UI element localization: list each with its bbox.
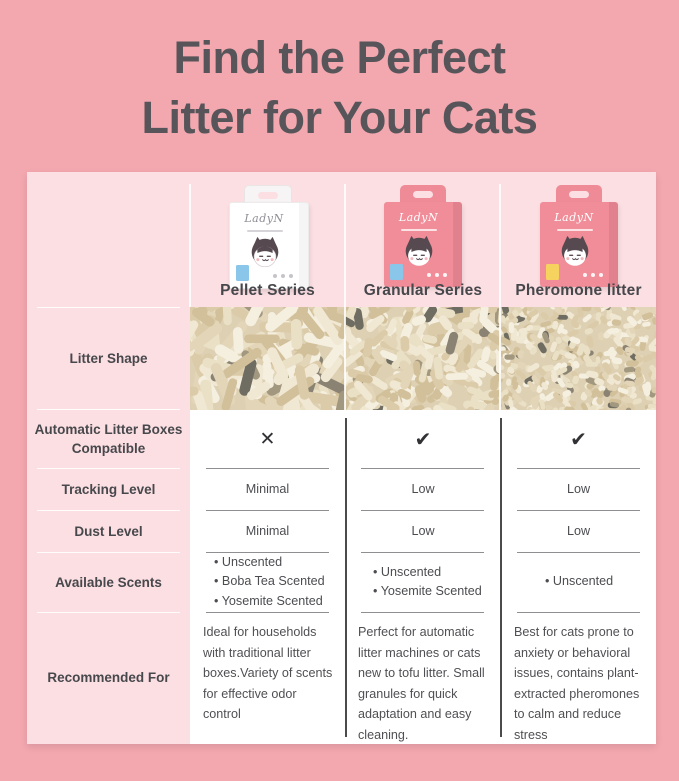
header-separator-line	[344, 184, 346, 410]
header-separator-line	[499, 184, 501, 410]
package-front	[229, 202, 309, 289]
scent-item: • Unscented	[545, 572, 613, 592]
label-column-divider-line	[37, 409, 180, 410]
compatible-cell-pheromone	[501, 410, 656, 468]
series-name: Pellet Series	[220, 282, 315, 299]
label-column-divider-line	[37, 468, 180, 469]
package-feature-icons	[273, 274, 293, 278]
scents-cell-pheromone	[501, 552, 656, 612]
column-divider-line	[345, 418, 347, 737]
package-front	[384, 202, 462, 287]
row-divider-line	[517, 612, 640, 613]
product-package-pheromone	[540, 185, 618, 287]
row-divider-line	[361, 468, 484, 469]
label-column-divider-line	[37, 552, 180, 553]
dust-cell-pheromone: Low	[566, 524, 591, 538]
tracking-cell-pellet: Minimal	[245, 482, 290, 496]
tracking-cell-pheromone: Low	[566, 482, 591, 496]
check-mark-icon: ✔	[414, 427, 432, 451]
comparison-card	[27, 172, 656, 744]
tracking-cell-granular: Low	[411, 482, 435, 496]
package-color-tag	[390, 264, 403, 280]
scent-item: • Yosemite Scented	[373, 582, 482, 602]
litter-photo-medium-granules	[345, 307, 501, 410]
row-divider-line	[517, 552, 640, 553]
compatible-cell-pellet	[190, 410, 345, 468]
litter-photo-long-pellets	[190, 307, 345, 410]
x-mark-icon: ✕	[259, 428, 276, 450]
scent-item: • Boba Tea Scented	[214, 572, 325, 592]
row-divider-line	[361, 552, 484, 553]
row-label-recommended-for: Recommended For	[47, 670, 170, 685]
label-column-divider-line	[37, 612, 180, 613]
package-tagline	[401, 229, 437, 231]
dust-cell-pellet: Minimal	[245, 524, 290, 538]
package-side-panel	[453, 202, 462, 287]
litter-photo-fine-granules	[501, 307, 656, 410]
check-mark-icon: ✔	[570, 427, 587, 451]
row-label-available-scents: Available Scents	[55, 574, 162, 590]
recommended-cell-pheromone: Best for cats prone to anxiety or behavioral issues, contains plant-extracted pheromones to calm and reduce stress	[514, 625, 640, 742]
cat-mascot-illustration	[554, 233, 596, 271]
row-divider-line	[361, 510, 484, 511]
package-front	[540, 202, 618, 287]
dust-cell-granular: Low	[411, 524, 435, 538]
package-feature-icons	[583, 273, 603, 277]
row-divider-line	[206, 510, 329, 511]
row-divider-line	[206, 552, 329, 553]
handle-hole	[413, 191, 433, 198]
column-header-granular-series	[345, 172, 501, 307]
column-divider-line	[500, 418, 502, 737]
scents-cell-granular	[345, 552, 501, 612]
row-divider-line	[206, 468, 329, 469]
scent-item: • Yosemite Scented	[214, 592, 325, 612]
package-side-panel	[609, 202, 618, 287]
cat-mascot-illustration	[244, 234, 286, 272]
package-tagline	[247, 230, 283, 232]
scent-item: • Unscented	[214, 553, 325, 573]
handle-hole	[569, 191, 589, 198]
row-divider-line	[361, 612, 484, 613]
row-divider-line	[517, 468, 640, 469]
series-name: Granular Series	[363, 282, 483, 299]
recommended-cell-granular: Perfect for automatic litter machines or cats new to tofu litter. Small granules for quick adaptation and easy cleaning.	[358, 625, 485, 742]
column-header-pellet-series	[190, 172, 345, 307]
package-feature-icons	[427, 273, 447, 277]
label-column-divider-line	[37, 510, 180, 511]
title-line-1: Find the Perfect	[173, 32, 506, 83]
page-title	[0, 28, 679, 148]
brand-logo: LadyN	[554, 211, 594, 224]
cat-mascot-illustration	[398, 233, 440, 271]
row-label-auto-box-compatible: Automatic Litter Boxes Compatible	[34, 422, 183, 456]
package-side-panel	[299, 203, 308, 288]
compatible-cell-granular	[345, 410, 501, 468]
row-divider-line	[517, 510, 640, 511]
package-tagline	[557, 229, 593, 231]
row-divider-line	[206, 612, 329, 613]
product-package-pellet	[229, 185, 307, 287]
brand-logo: LadyN	[244, 212, 284, 225]
column-header-pheromone-litter	[501, 172, 656, 307]
row-label-litter-shape: Litter Shape	[69, 351, 148, 366]
series-name: Pheromone litter	[515, 282, 642, 299]
brand-logo: LadyN	[398, 211, 439, 224]
row-label-tracking-level: Tracking Level	[61, 481, 156, 497]
product-package-granular	[384, 185, 462, 287]
scents-cell-pellet	[190, 552, 345, 612]
handle-hole	[258, 192, 278, 199]
label-column-divider-line	[37, 307, 180, 308]
package-color-tag	[236, 265, 249, 281]
package-color-tag	[546, 264, 559, 280]
header-separator-line	[189, 184, 191, 307]
scent-item: • Unscented	[373, 563, 482, 583]
row-label-dust-level: Dust Level	[74, 523, 143, 539]
recommended-cell-pellet: Ideal for households with traditional litter boxes.Variety of scents for effective odor control	[203, 625, 333, 721]
title-line-2: Litter for Your Cats	[141, 92, 538, 143]
